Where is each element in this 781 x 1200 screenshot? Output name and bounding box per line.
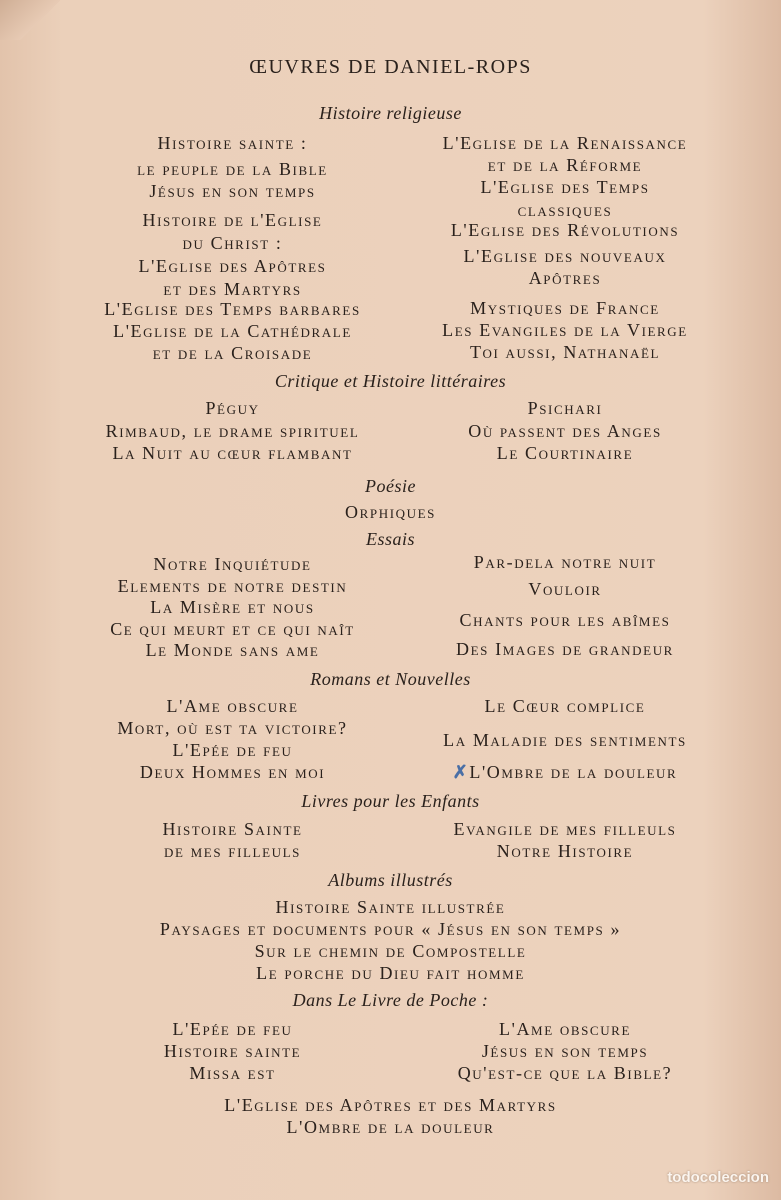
title-line: L'Ame obscure <box>499 1019 631 1039</box>
title-line: Apôtres <box>528 268 602 288</box>
title-line: Elements de notre destin <box>117 576 348 596</box>
title-line: Psichari <box>527 398 603 418</box>
title-line: L'Eglise des Temps <box>480 177 650 197</box>
title-line: Notre Inquiétude <box>153 554 312 574</box>
title-line: L'Eglise des Temps barbares <box>104 299 361 319</box>
title-line: Histoire sainte : <box>157 133 308 153</box>
title-line: et des Martyrs <box>163 279 302 299</box>
title-line: Le porche du Dieu fait homme <box>256 963 525 983</box>
title-line: Vouloir <box>528 579 602 599</box>
section-heading-enfants: Livres pour les Enfants <box>301 791 480 811</box>
title-line: Péguy <box>205 398 260 418</box>
title-line: L'Eglise des Révolutions <box>450 220 680 240</box>
title-line: Le Monde sans ame <box>145 640 320 660</box>
title-line: Evangile de mes filleuls <box>453 819 677 839</box>
title-line: Deux Hommes en moi <box>139 762 326 782</box>
title-line: Orphiques <box>345 502 436 522</box>
title-line: Où passent des Anges <box>468 421 662 441</box>
title-line: Toi aussi, Nathanaël <box>469 342 661 362</box>
title-line: Jésus en son temps <box>481 1041 649 1061</box>
title-line <box>400 762 730 783</box>
title-line: Missa est <box>189 1063 276 1083</box>
title-line: le peuple de la Bible <box>137 159 328 179</box>
title-line: L'Ame obscure <box>166 696 299 716</box>
title-line: Les Evangiles de la Vierge <box>442 320 688 340</box>
title-line: Par-dela notre nuit <box>473 552 657 572</box>
title-line: Notre Histoire <box>496 841 634 861</box>
title-line: L'Eglise de la Cathédrale <box>113 321 352 341</box>
title-line: Paysages et documents pour « Jésus en son temps » <box>159 919 622 939</box>
title-line: Histoire Sainte <box>162 819 303 839</box>
title-line: Chants pour les abîmes <box>459 610 671 630</box>
title-line: La Nuit au cœur flambant <box>112 443 353 463</box>
title-line: et de la Réforme <box>487 155 643 175</box>
title-line: La Maladie des sentiments <box>443 730 687 750</box>
title-line: L'Epée de feu <box>172 740 293 760</box>
title-line: L'Eglise des Apôtres et des Martyrs <box>224 1095 557 1115</box>
title-line: L'Eglise des nouveaux <box>463 246 667 266</box>
watermark-text: todocoleccion <box>667 1169 769 1186</box>
title-line: de mes filleuls <box>164 841 301 861</box>
title-line: L'Eglise des Apôtres <box>138 256 327 276</box>
title-line: Sur le chemin de Compostelle <box>254 941 527 961</box>
title-line: L'Eglise de la Renaissance <box>442 133 688 153</box>
title-line: classiques <box>517 200 613 220</box>
section-heading-critique: Critique et Histoire littéraires <box>274 371 507 391</box>
title-line: du Christ : <box>182 233 283 253</box>
title-line: et de la Croisade <box>152 343 313 363</box>
title-line: Jésus en son temps <box>149 181 316 201</box>
title-line: Histoire de l'Eglise <box>142 210 323 230</box>
section-heading-poesie: Poésie <box>365 476 416 496</box>
title-line: La Misère et nous <box>150 597 315 617</box>
title-line: Histoire Sainte illustrée <box>275 897 506 917</box>
title-line: Des Images de grandeur <box>456 639 674 659</box>
title-line: Mort, où est ta victoire? <box>117 718 348 738</box>
title-line: Le Cœur complice <box>484 696 646 716</box>
title-line: Histoire sainte <box>163 1041 302 1061</box>
page-title: ŒUVRES DE DANIEL-ROPS <box>249 56 532 78</box>
section-heading-romans: Romans et Nouvelles <box>310 669 471 689</box>
title-line: Rimbaud, le drame spirituel <box>105 421 360 441</box>
section-heading-poche: Dans Le Livre de Poche : <box>292 990 489 1010</box>
title-text: L'Ombre de la douleur <box>469 762 678 782</box>
title-line: Qu'est-ce que la Bible? <box>457 1063 673 1083</box>
section-heading-histoire: Histoire religieuse <box>319 103 462 123</box>
title-line: Mystiques de France <box>470 298 660 318</box>
section-heading-albums: Albums illustrés <box>328 870 453 890</box>
title-line: L'Ombre de la douleur <box>286 1117 495 1137</box>
title-line: Le Courtinaire <box>496 443 634 463</box>
handwritten-mark: ✗ <box>452 762 470 782</box>
section-heading-essais: Essais <box>365 529 415 549</box>
title-line: L'Epée de feu <box>172 1019 293 1039</box>
page-corner-fold <box>0 0 60 40</box>
title-line: Ce qui meurt et ce qui naît <box>110 619 355 639</box>
